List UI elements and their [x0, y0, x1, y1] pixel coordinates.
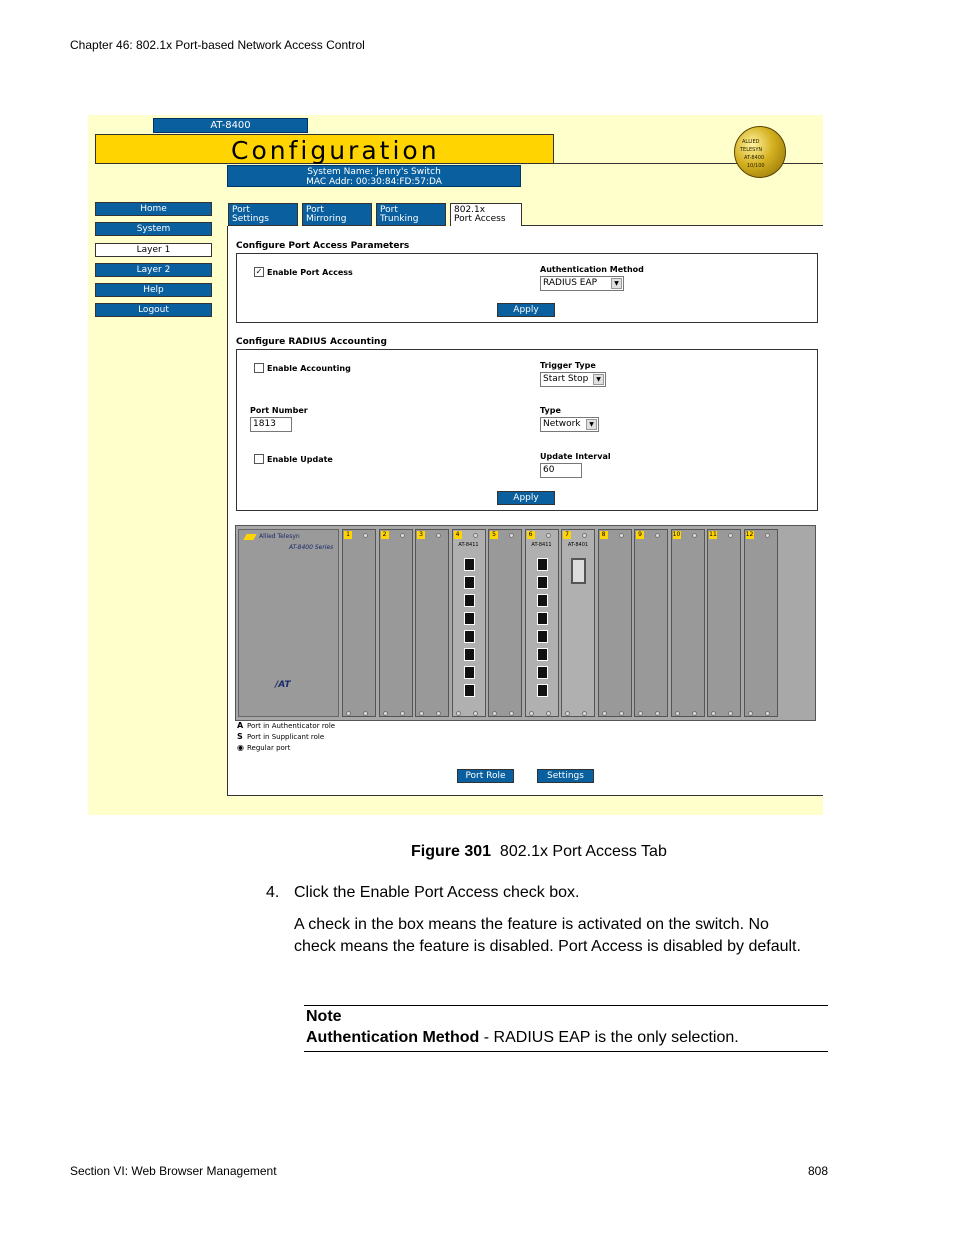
screw-icon: [492, 711, 497, 716]
trigger-type-label: Trigger Type: [540, 361, 596, 370]
at-logo-icon: /AT: [275, 680, 291, 690]
note-bold: Authentication Method: [306, 1029, 480, 1046]
ethernet-port-icon[interactable]: [537, 594, 548, 607]
slot-number: 1: [344, 531, 352, 539]
screw-icon: [419, 711, 424, 716]
legend-symbol: S: [237, 732, 243, 741]
slot-number: 5: [490, 531, 498, 539]
nav-logout[interactable]: Logout: [95, 303, 212, 317]
chassis-slot[interactable]: [525, 529, 559, 717]
ethernet-port-icon[interactable]: [464, 612, 475, 625]
chassis-front-panel: [238, 529, 339, 717]
nav-layer-1[interactable]: Layer 1: [95, 243, 212, 257]
legend-regular: [237, 743, 290, 752]
page-header: Chapter 46: 802.1x Port-based Network Access Control: [70, 38, 365, 52]
globe-text: AT-8400: [744, 155, 765, 161]
port-role-button[interactable]: Port Role: [457, 769, 514, 783]
brand-name: Allied Telesyn: [259, 533, 300, 540]
globe-text: TELESYN: [740, 147, 763, 153]
slot-number: 8: [600, 531, 608, 539]
brand-logo-icon: [243, 534, 256, 540]
banner-title: Configuration: [231, 136, 440, 165]
screw-icon: [363, 711, 368, 716]
slot-number: 10: [672, 531, 681, 538]
tab-label: Mirroring: [306, 214, 347, 224]
page-number: 808: [808, 1164, 829, 1178]
ethernet-port-icon[interactable]: [537, 666, 548, 679]
ethernet-port-icon[interactable]: [537, 684, 548, 697]
tab-port-trunking[interactable]: [376, 203, 446, 226]
note-top-rule: [304, 1005, 828, 1006]
slot-number: 3: [417, 531, 425, 539]
slot-number: 6: [527, 531, 535, 539]
trigger-type-value: Start Stop: [543, 374, 589, 384]
screw-icon: [346, 711, 351, 716]
chassis-slot[interactable]: [342, 529, 376, 717]
radius-apply-button[interactable]: Apply: [497, 491, 555, 505]
tab-port-mirroring[interactable]: [302, 203, 372, 226]
slot-number: 2: [381, 531, 389, 539]
model-label: AT-8400: [153, 118, 308, 133]
nav-help[interactable]: Help: [95, 283, 212, 297]
chassis-slot[interactable]: [671, 529, 705, 717]
chassis-slot[interactable]: [379, 529, 413, 717]
update-interval-input[interactable]: 60: [540, 463, 582, 478]
system-info: [227, 165, 521, 187]
auth-method-select[interactable]: [540, 276, 624, 291]
trigger-type-select[interactable]: [540, 372, 606, 387]
screw-icon: [711, 711, 716, 716]
module-label: AT-8401: [567, 542, 589, 548]
page-footer: Section VI: Web Browser Management: [70, 1164, 277, 1178]
ethernet-port-icon[interactable]: [537, 612, 548, 625]
screw-icon: [565, 711, 570, 716]
ethernet-port-icon[interactable]: [464, 666, 475, 679]
chassis-slot[interactable]: [598, 529, 632, 717]
chassis-slot[interactable]: [634, 529, 668, 717]
system-name: System Name: Jenny's Switch: [307, 167, 441, 177]
chassis-slot[interactable]: [707, 529, 741, 717]
screw-icon: [619, 533, 624, 538]
chassis-slot[interactable]: [488, 529, 522, 717]
step-number: 4.: [266, 884, 280, 901]
note-bottom-rule: [304, 1051, 828, 1052]
chassis-slot[interactable]: [415, 529, 449, 717]
figure-label: Figure 301: [411, 843, 492, 860]
legend-text: Regular port: [247, 744, 291, 752]
nav-system[interactable]: System: [95, 222, 212, 236]
legend-supplicant: [237, 732, 324, 741]
screw-icon: [655, 533, 660, 538]
screw-icon: [728, 711, 733, 716]
screw-icon: [473, 711, 478, 716]
screw-icon: [582, 533, 587, 538]
module-label: AT-8411: [531, 542, 552, 548]
tab-label: Port: [232, 205, 250, 215]
tab-label: Port Access: [454, 214, 506, 224]
ethernet-port-icon[interactable]: [464, 594, 475, 607]
tab-label: 802.1x: [454, 205, 486, 215]
ethernet-port-icon[interactable]: [464, 576, 475, 589]
globe-text: ALLIED: [742, 139, 760, 145]
figure-caption: [411, 843, 667, 861]
globe-text: 10/100: [747, 163, 765, 169]
module-label: AT-8411: [458, 542, 479, 548]
type-select[interactable]: [540, 417, 599, 432]
screw-icon: [692, 533, 697, 538]
ethernet-port-icon[interactable]: [464, 684, 475, 697]
screw-icon: [619, 711, 624, 716]
mac-address: MAC Addr: 00:30:84:FD:57:DA: [306, 177, 442, 187]
enable-port-access-label: Enable Port Access: [267, 268, 353, 277]
screw-icon: [509, 533, 514, 538]
slot-number: 11: [709, 531, 717, 538]
auth-method-label: Authentication Method: [540, 265, 644, 274]
screw-icon: [383, 711, 388, 716]
auth-method-value: RADIUS EAP: [543, 278, 598, 288]
enable-update-label: Enable Update: [267, 455, 333, 464]
ethernet-port-icon[interactable]: [464, 648, 475, 661]
ethernet-port-icon[interactable]: [537, 648, 548, 661]
chassis-slot[interactable]: [744, 529, 778, 717]
tab-label: Port: [380, 205, 398, 215]
globe-logo-icon: [734, 126, 786, 178]
slot-number: 7: [563, 531, 571, 539]
type-label: Type: [540, 406, 561, 415]
screw-icon: [765, 533, 770, 538]
screw-icon: [436, 711, 441, 716]
legend-symbol: A: [237, 721, 244, 730]
ethernet-port-icon[interactable]: [537, 558, 548, 571]
port-number-label: Port Number: [250, 406, 308, 415]
enable-accounting-label: Enable Accounting: [267, 364, 351, 373]
screw-icon: [400, 711, 405, 716]
port-number-input[interactable]: 1813: [250, 417, 292, 432]
screw-icon: [765, 711, 770, 716]
port-access-panel: [236, 253, 818, 323]
figure-screenshot: [88, 115, 823, 815]
screw-icon: [582, 711, 587, 716]
settings-button[interactable]: Settings: [537, 769, 594, 783]
configuration-banner: [95, 134, 554, 164]
radius-panel: [236, 349, 818, 511]
enable-port-access-checkbox[interactable]: ✓: [255, 267, 263, 276]
tab-label: Trunking: [380, 214, 419, 224]
ethernet-port-icon[interactable]: [537, 630, 548, 643]
tab-port-settings[interactable]: [228, 203, 298, 226]
screw-icon: [456, 711, 461, 716]
tab-label: Port: [306, 205, 324, 215]
chassis-slot[interactable]: [561, 529, 595, 717]
legend-authenticator: [237, 721, 335, 730]
slot-number: 12: [745, 531, 754, 538]
chevron-down-icon: ▼: [586, 419, 597, 430]
enable-accounting-checkbox[interactable]: [254, 363, 264, 373]
screw-icon: [473, 533, 478, 538]
port-access-section-title: Configure Port Access Parameters: [236, 241, 410, 251]
screw-icon: [436, 533, 441, 538]
note-body: [306, 1027, 739, 1049]
chevron-down-icon: ▼: [593, 374, 604, 385]
screw-icon: [509, 711, 514, 716]
update-interval-label: Update Interval: [540, 452, 611, 461]
step-paragraph: A check in the box means the feature is activated on the switch. No check means the feature is disabled. Port Access is disabled by default.: [294, 916, 801, 955]
screw-icon: [400, 533, 405, 538]
screw-icon: [529, 711, 534, 716]
note-heading: Note: [306, 1008, 342, 1025]
legend-symbol: ◉: [237, 743, 244, 752]
screw-icon: [728, 533, 733, 538]
ethernet-port-icon[interactable]: [537, 576, 548, 589]
legend-text: Port in Supplicant role: [247, 733, 325, 741]
screw-icon: [692, 711, 697, 716]
nav-home[interactable]: Home: [95, 202, 212, 216]
screw-icon: [638, 711, 643, 716]
screw-icon: [602, 711, 607, 716]
screw-icon: [363, 533, 368, 538]
step-text: Click the Enable Port Access check box.: [294, 884, 580, 901]
ethernet-port-icon[interactable]: [464, 558, 475, 571]
chevron-down-icon: ▼: [611, 278, 622, 289]
radius-section-title: Configure RADIUS Accounting: [236, 337, 387, 347]
type-value: Network: [543, 419, 581, 429]
slot-number: 9: [636, 531, 644, 539]
nav-layer-2[interactable]: Layer 2: [95, 263, 212, 277]
tab-8021x-port-access[interactable]: [450, 203, 522, 227]
switch-chassis: [235, 525, 816, 721]
enable-update-checkbox[interactable]: [254, 454, 264, 464]
slot-number: 4: [454, 531, 462, 539]
note-text: - RADIUS EAP is the only selection.: [479, 1029, 739, 1046]
screw-icon: [748, 711, 753, 716]
screw-icon: [675, 711, 680, 716]
screw-icon: [546, 533, 551, 538]
ethernet-port-icon[interactable]: [464, 630, 475, 643]
series-name: AT-8400 Series: [289, 544, 334, 551]
legend-text: Port in Authenticator role: [247, 722, 336, 730]
chassis-slot[interactable]: [452, 529, 486, 717]
serial-port-icon[interactable]: [571, 558, 586, 584]
figure-title: 802.1x Port Access Tab: [499, 843, 667, 860]
port-access-apply-button[interactable]: Apply: [497, 303, 555, 317]
tab-label: Settings: [232, 214, 269, 224]
screw-icon: [655, 711, 660, 716]
screw-icon: [546, 711, 551, 716]
